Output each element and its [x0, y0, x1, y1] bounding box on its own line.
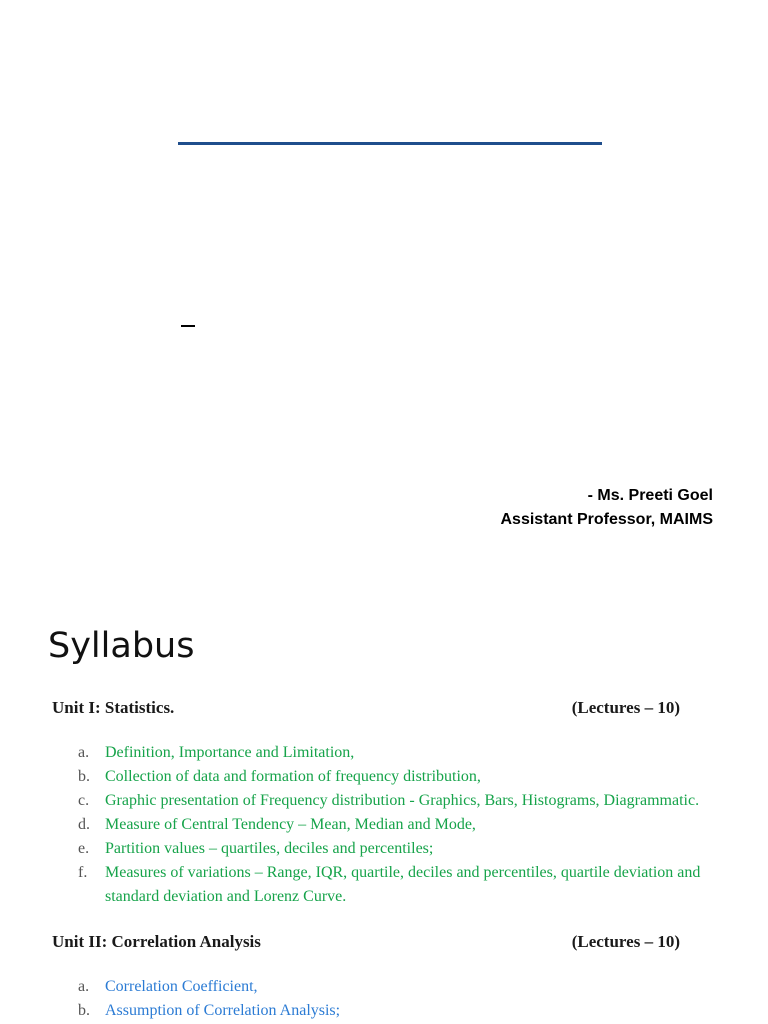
unit-1-lectures: (Lectures – 10) [571, 698, 680, 717]
list-item [78, 813, 758, 837]
topic-text: Correlation Coefficient, [105, 978, 258, 995]
topic-text: Assumption of Correlation Analysis; [105, 1002, 341, 1019]
topic-text: Definition, Importance and Limitation, [105, 744, 355, 761]
unit-2-lectures: (Lectures – 10) [571, 932, 680, 951]
topic-text: Measure of Central Tendency – Mean, Median and Mode, [105, 816, 476, 833]
topic-text: Graphic presentation of Frequency distribution - Graphics, Bars, Histograms, Diagrammatic. [105, 792, 700, 809]
unit-1-header [52, 698, 680, 718]
list-marker: f. [78, 864, 88, 881]
list-marker: a. [78, 978, 90, 995]
author-block [501, 484, 714, 532]
list-item [78, 789, 758, 813]
author-name: - Ms. Preeti Goel [587, 487, 713, 504]
list-item [78, 741, 758, 765]
unit-2-title: Unit II: Correlation Analysis [52, 932, 261, 951]
unit-1-title: Unit I: Statistics. [52, 698, 175, 717]
list-marker: b. [78, 768, 90, 785]
unit-2-topic-list [78, 975, 758, 1023]
topic-text: Partition values – quartiles, deciles and percentiles; [105, 840, 434, 857]
topic-text: Measures of variations – Range, IQR, quartile, deciles and percentiles, quartile deviation and standard deviation and Lorenz Curve. [105, 864, 701, 905]
list-item [78, 861, 758, 909]
unit-1-topic-list [78, 741, 758, 909]
topic-text: Collection of data and formation of frequency distribution, [105, 768, 481, 785]
title-underline [178, 142, 602, 145]
list-item [78, 975, 758, 999]
subtitle-dash [181, 325, 195, 327]
list-item [78, 837, 758, 861]
list-marker: b. [78, 1002, 90, 1019]
list-marker: d. [78, 816, 90, 833]
list-item [78, 999, 758, 1023]
list-item [78, 765, 758, 789]
author-designation: Assistant Professor, MAIMS [500, 511, 713, 528]
list-marker: a. [78, 744, 90, 761]
unit-2-header [52, 932, 680, 952]
list-marker: c. [78, 792, 90, 809]
syllabus-heading: Syllabus [48, 626, 195, 666]
list-marker: e. [78, 840, 90, 857]
